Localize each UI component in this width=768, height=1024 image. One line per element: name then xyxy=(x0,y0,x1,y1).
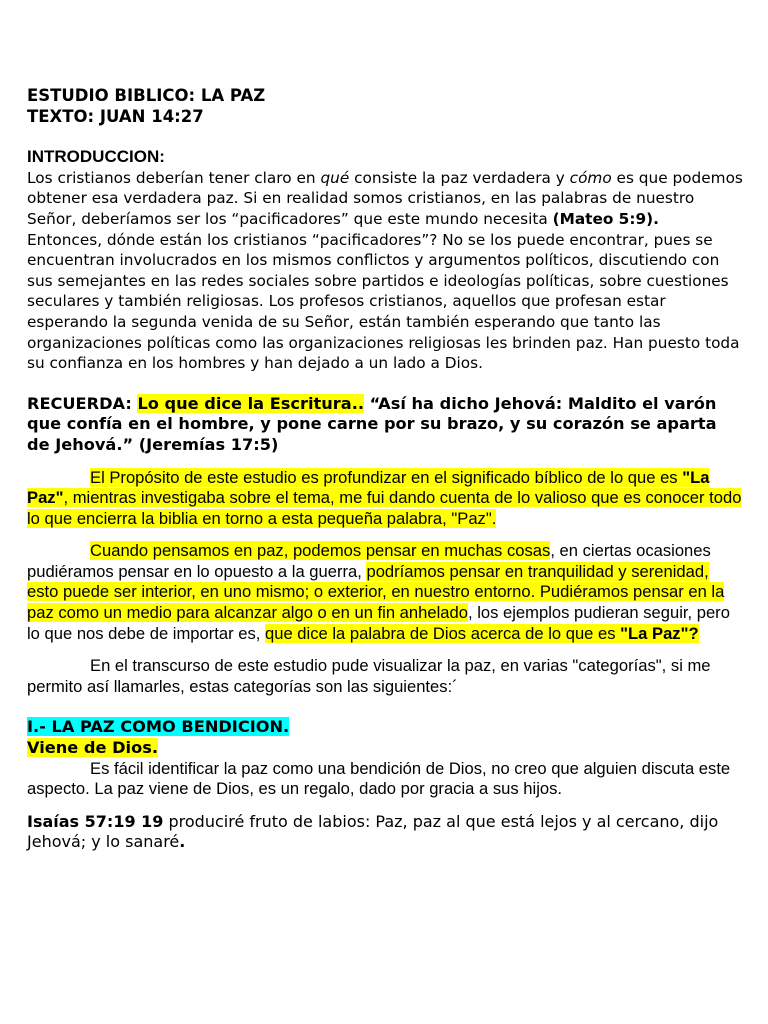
cuando-la-paz: "La Paz"? xyxy=(620,623,699,643)
intro-emph-como: cómo xyxy=(569,168,612,187)
intro-emph-que: qué xyxy=(320,168,350,187)
section-1-subheading xyxy=(27,738,743,759)
intro-heading: INTRODUCCION: xyxy=(27,147,165,167)
cuando-paragraph xyxy=(27,541,743,644)
intro-text: consiste la paz verdadera y xyxy=(349,168,570,187)
section-1-heading xyxy=(27,717,743,738)
intro-paragraph-1 xyxy=(27,168,743,230)
section-1-title: I.- LA PAZ COMO BENDICION. xyxy=(27,717,290,737)
title-line-1: ESTUDIO BIBLICO: LA PAZ xyxy=(27,86,266,105)
proposito-paragraph xyxy=(27,468,743,530)
intro-reference: (Mateo 5:9). xyxy=(552,209,659,228)
intro-text: Los cristianos deberían tener claro en xyxy=(27,168,321,187)
proposito-la-paz: "La Paz" xyxy=(27,467,710,508)
proposito-text: , mientras investigaba sobre el tema, me fui dando cuenta de lo valioso que es conocer todo lo que encierra la biblia en torno a esta pequeña palabra, "Paz". xyxy=(27,488,742,528)
intro-text: es que podemos obtener esa verdadera paz. Si en realidad somos cristianos, en las palabras de nuestro Señor, deberíamos ser los “pacificadores” que este mundo necesita xyxy=(27,168,743,228)
section-1-sub: Viene de Dios. xyxy=(27,738,159,758)
proposito-text: El Propósito de este estudio es profundizar en el significado bíblico de lo que es xyxy=(90,467,683,487)
recuerda-label: RECUERDA: xyxy=(27,393,138,413)
isaias-end: . xyxy=(179,832,186,852)
title-line-2: TEXTO: JUAN 14:27 xyxy=(27,106,204,126)
categorias-paragraph: En el transcurso de este estudio pude visualizar la paz, en varias "categorías", si me permito así llamarles, estas categorías son las siguientes:´ xyxy=(27,656,711,696)
isaias-paragraph xyxy=(27,812,743,853)
document-page xyxy=(27,86,743,853)
recuerda-quote: “Así ha dicho Jehová: Maldito el varón que confía en el hombre, y pone carne por su brazo, y su corazón se aparta de Jehová.” (Jeremías 17:5) xyxy=(27,393,717,454)
cuando-text: que dice la palabra de Dios acerca de lo que es xyxy=(265,623,621,643)
intro-paragraph-2: Entonces, dónde están los cristianos “pacificadores”? No se los puede encontrar, pues se encuentran involucrados en los mismos conflictos y argumentos políticos, discutiendo con sus semejantes en las redes sociales sobre partidos e ideologías políticas, sobre cuestiones seculares y también religiosas. Los profesos cristianos, aquellos que profesan estar esperando la segunda venida de su Señor, están también esperando que tanto las organizaciones políticas como las organizaciones religiosas les brinden paz. Han puesto toda su confianza en los hombres y han dejado a un lado a Dios. xyxy=(27,230,740,373)
cuando-text: , los ejemplos pudieran seguir, pero lo que nos debe de importar es, xyxy=(27,603,730,643)
recuerda-highlight: Lo que dice la Escritura.. xyxy=(137,393,364,413)
recuerda-paragraph xyxy=(27,394,743,456)
cuando-text: podríamos pensar en tranquilidad y serenidad, esto puede ser interior, en uno mismo; o exterior, en nuestro entorno. Pudiéramos pensar en la paz como un medio para alcanzar algo o en un fin anhelado xyxy=(27,561,725,623)
section-1-body: Es fácil identificar la paz como una bendición de Dios, no creo que alguien discuta este aspecto. La paz viene de Dios, es un regalo, dado por gracia a sus hijos. xyxy=(27,758,731,799)
cuando-text: Cuando pensamos en paz, podemos pensar en muchas cosas xyxy=(90,541,551,561)
cuando-text: , en ciertas ocasiones pudiéramos pensar en lo opuesto a la guerra, xyxy=(27,541,711,581)
isaias-ref: Isaías 57:19 19 xyxy=(27,811,164,831)
doc-title xyxy=(27,86,743,127)
isaias-text: produciré fruto de labios: Paz, paz al que está lejos y al cercano, dijo Jehová; y lo sanaré xyxy=(27,811,719,852)
